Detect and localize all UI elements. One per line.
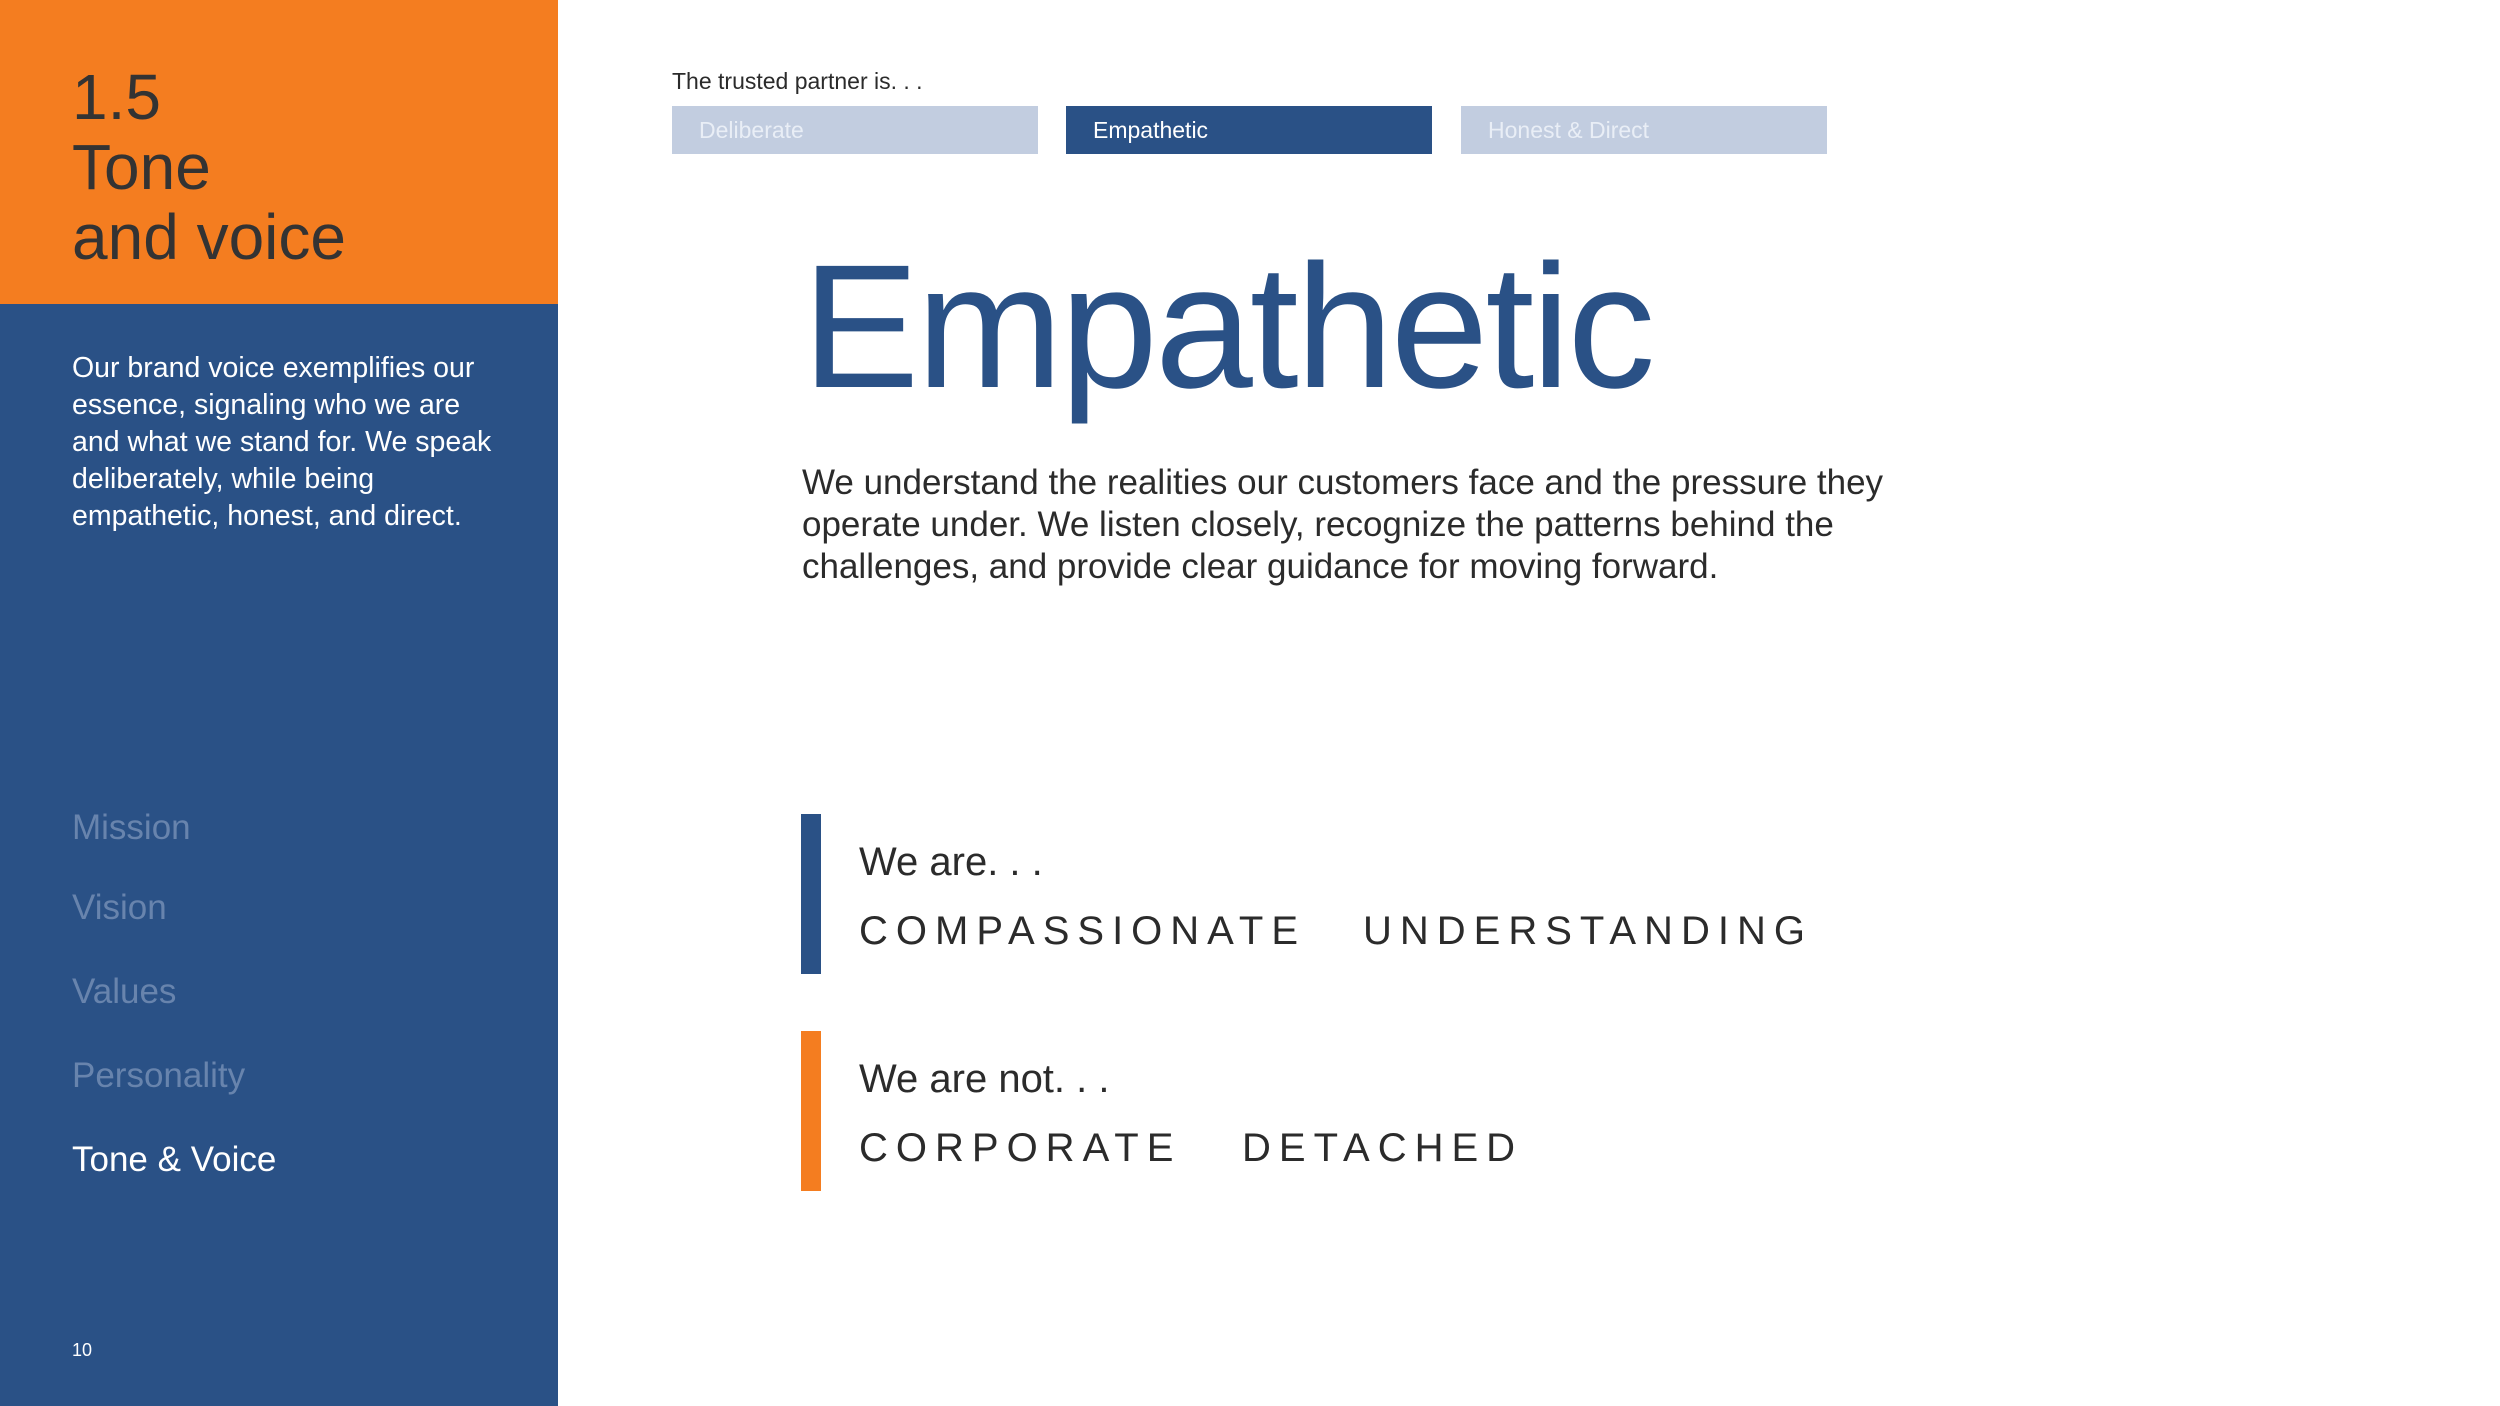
sidebar-intro-text: Our brand voice exemplifies our essence, signaling who we are and what we stand for. We speak deliberately, while being empathetic, honest, and direct. (72, 352, 492, 532)
section-number: 1.5 (72, 61, 161, 133)
sidebar (0, 0, 558, 1406)
we-are-block (801, 814, 1901, 974)
we-are-heading: We are. . . (859, 840, 1043, 884)
trait-understanding: UNDERSTANDING (1363, 909, 1813, 953)
section-title (72, 62, 346, 272)
section-title-line-2: and voice (72, 201, 346, 273)
trusted-partner-label: The trusted partner is. . . (672, 68, 923, 94)
nav-item-personality[interactable]: Personality (72, 1056, 246, 1095)
nav-item-tone-voice[interactable]: Tone & Voice (72, 1140, 277, 1179)
description: We understand the realities our customers face and the pressure they operate under. We listen closely, recognize the patterns behind the challenges, and provide clear guidance for moving forward. (802, 463, 1884, 586)
trait-corporate: CORPORATE (859, 1126, 1182, 1170)
nav-item-vision[interactable]: Vision (72, 888, 167, 927)
tab-empathetic[interactable]: Empathetic (1066, 106, 1432, 154)
nav-item-values[interactable]: Values (72, 972, 177, 1011)
we-are-not-heading: We are not. . . (859, 1057, 1110, 1101)
tab-deliberate[interactable]: Deliberate (672, 106, 1038, 154)
nav-item-mission[interactable]: Mission (72, 808, 191, 847)
headline: Empathetic (802, 229, 1653, 425)
trait-detached: DETACHED (1242, 1126, 1524, 1170)
sidebar-header (0, 0, 558, 304)
we-are-not-accent-bar (801, 1031, 821, 1191)
we-are-not-block (801, 1031, 1901, 1191)
section-title-line-1: Tone (72, 131, 211, 203)
page-number: 10 (72, 1340, 93, 1360)
tab-honest-direct[interactable]: Honest & Direct (1461, 106, 1827, 154)
we-are-accent-bar (801, 814, 821, 974)
trait-compassionate: COMPASSIONATE (859, 909, 1307, 953)
